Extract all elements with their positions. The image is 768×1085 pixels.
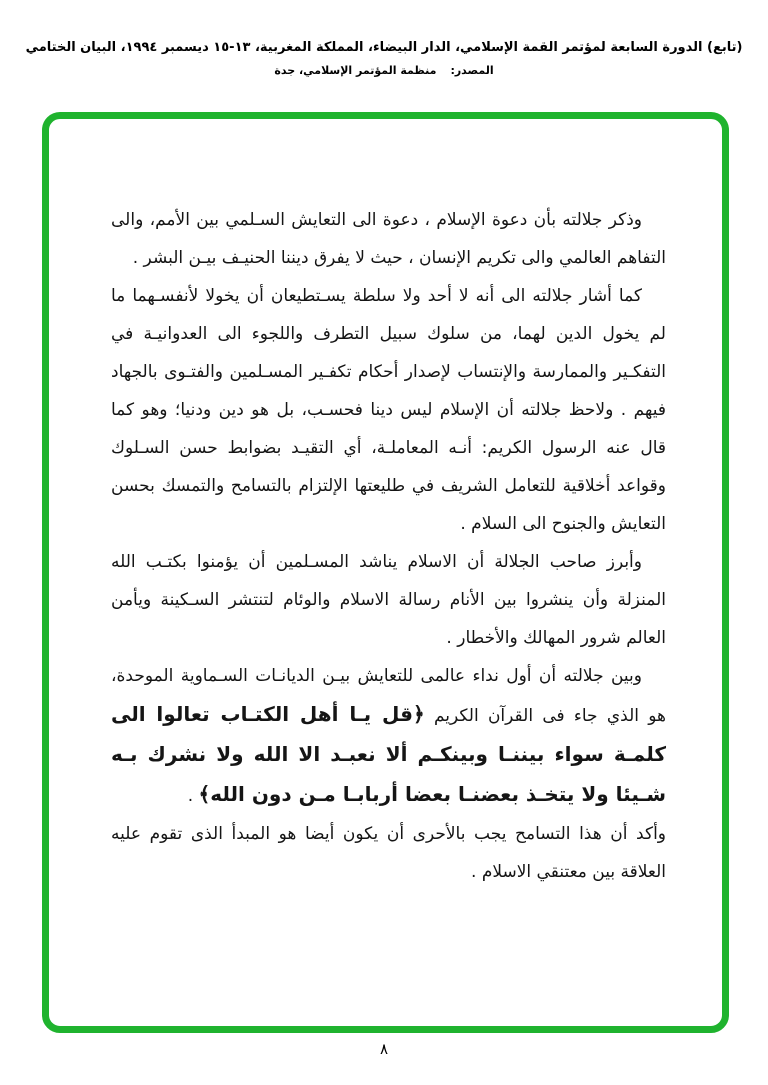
page-header	[0, 40, 768, 77]
paragraph-4	[111, 657, 666, 815]
paragraph-3-text: وأبرز صاحب الجلالة أن الاسلام يناشد المسـلمين أن يؤمنوا بكتـب الله المنزلة وأن ينشروا بين الأنام رسالة الاسلام والوئام لتنتشر السـكينة ويأمن العالم شرور المهالك والأخطار .	[111, 552, 666, 648]
header-source-line	[0, 64, 768, 77]
paragraph-1	[111, 201, 666, 277]
paragraph-2-text: كما أشار جلالته الى أنه لا أحد ولا سلطة يسـتطيعان أن يخولا لأنفسـهما ما لم يخول الدين لهما، من سلوك سبيل التطرف واللجوء الى العدوانيـة في التفكـير والممارسة والإنتساب لإصدار أحكام تكفـير المسـلمين والفتـوى بالجهاد فيهم . ولاحظ جلالته أن الإسلام ليس دينا فحسـب، بل هو دين ودنيا؛ وهو كما قال عنه الرسول الكريم: أنـه المعاملـة، أي التقيـد بضوابط حسن السـلوك وقواعد أخلاقية للتعامل الشريف في طليعتها الإلتزام بالتسامح والتمسك بحسن التعايش والجنوح الى السلام .	[111, 286, 666, 534]
header-source-label: المصدر:	[450, 64, 494, 77]
page-number: ٨	[379, 1040, 389, 1058]
paragraph-3	[111, 543, 666, 657]
document-body	[111, 201, 666, 891]
paragraph-1-text: وذكر جلالته بأن دعوة الإسلام ، دعوة الى التعايش السـلمي بين الأمم، والى التفاهم العالمي والى تكريم الإنسان ، حيث لا يفرق ديننا الحنيـف بيـن البشر .	[111, 210, 666, 268]
header-title: (تابع) الدورة السابعة لمؤتمر القمة الإسلامي، الدار البيضاء، المملكة المغربية، ١٣-١٥ ديسمبر ١٩٩٤، البيان الختامي	[25, 40, 743, 55]
paragraph-2	[111, 277, 666, 543]
paragraph-4-suffix: .	[187, 786, 199, 806]
paragraph-5-text: وأكد أن هذا التسامح يجب بالأحرى أن يكون أيضا هو المبدأ الذى تقوم عليه العلاقة بين معتنقي الاسلام .	[111, 824, 666, 882]
quran-quote: ﴿قل يـا أهل الكتـاب تعالوا الى كلمـة سواء بيننـا وبينكـم ألا نعبـد الا الله ولا نشرك بـه شـيئا ولا يتخـذ بعضنـا بعضا أربابـا مـن دون الله﴾	[111, 702, 666, 806]
header-source-value: منظمة المؤتمر الإسلامي، جدة	[274, 64, 437, 77]
content-frame-border	[42, 112, 729, 1033]
paragraph-4-intro: وبين جلالته أن أول نداء عالمى للتعايش بيـن الديانـات السـماوية الموحدة، هو الذي جاء فى القرآن الكريم	[111, 666, 666, 726]
paragraph-5	[111, 815, 666, 891]
